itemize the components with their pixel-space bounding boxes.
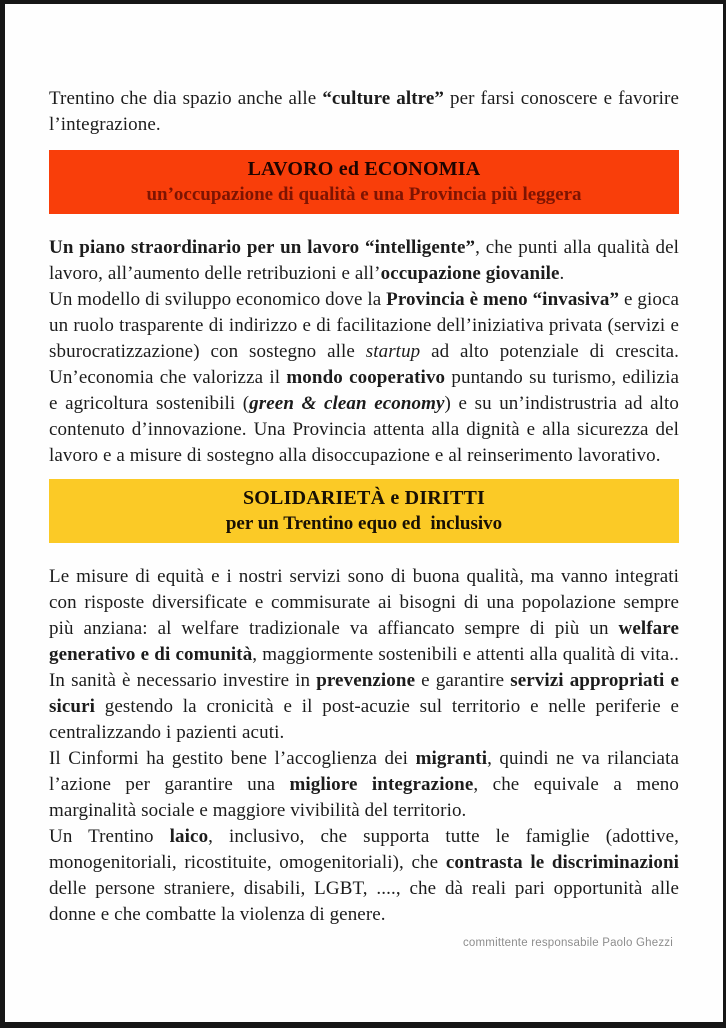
page-content [49, 4, 679, 949]
section-title-solidarieta-diritti: SOLIDARIETÀ e DIRITTI [242, 487, 486, 509]
section-banner-solidarieta-diritti [49, 479, 679, 543]
paragraph-solidarieta-3: Un Trentino laico, inclusivo, che supporta tutte le famiglie (adottive, monogenitoriali, ricostituite, omogenitoriali), che contrasta le discriminazioni delle persone straniere, disabili, LGBT, ...., che dà reali pari opportunità alle donne e che combatte la violenza di genere. [49, 826, 680, 925]
paragraph-lavoro-2: Un modello di sviluppo economico dove la Provincia è meno “invasiva” e gioca un ruolo trasparente di indirizzo e di facilitazione dell’iniziativa privata (servizi e sburocratizzazione) con sostegno alle startup ad alto potenziale di crescita. Un’economia che valorizza il mondo cooperativo puntando su turismo, edilizia e agricoltura sostenibili (green & clean economy) e su un’indistrustria ad alto contenuto d’innovazione. Una Provincia attenta alla dignità e alla sicurezza del lavoro e a misure di sostegno alla disoccupazione e al reinserimento lavorativo. [49, 289, 680, 466]
section-subtitle-solidarieta-diritti: per un Trentino equo ed inclusivo [225, 513, 503, 534]
section-subtitle-lavoro-economia: un’occupazione di qualità e una Provincia più leggera [146, 184, 582, 205]
paragraph-solidarieta-1: Le misure di equità e i nostri servizi sono di buona qualità, ma vanno integrati con risposte diversificate e commisurate ai bisogni di una popolazione sempre più anziana: al welfare tradizionale va affiancato sempre di più un welfare generativo e di comunità, maggiormente sostenibili e attenti alla qualità di vita.. In sanità è necessario investire in prevenzione e garantire servizi appropriati e sicuri gestendo la cronicità e il post-acuzie sul territorio e nelle periferie e centralizzando i pazienti acuti. [49, 566, 679, 743]
paragraph-lavoro-1: Un piano straordinario per un lavoro “intelligente”, che punti alla qualità del lavoro, all’aumento delle retribuzioni e all’occupazione giovanile. [49, 237, 680, 284]
footer-credit: committente responsabile Paolo Ghezzi [462, 937, 673, 949]
section-title-lavoro-economia: LAVORO ed ECONOMIA [247, 158, 481, 180]
section-banner-lavoro-economia [49, 150, 679, 214]
intro-paragraph: Trentino che dia spazio anche alle “culture altre” per farsi conoscere e favorire l’integrazione. [49, 88, 679, 135]
section-body-solidarieta-diritti [49, 564, 679, 928]
paragraph-solidarieta-2: Il Cinformi ha gestito bene l’accoglienza dei migranti, quindi ne va rilanciata l’azione per garantire una migliore integrazione, che equivale a meno marginalità sociale e maggiore vivibilità del territorio. [49, 748, 679, 821]
section-body-lavoro-economia [49, 235, 679, 469]
